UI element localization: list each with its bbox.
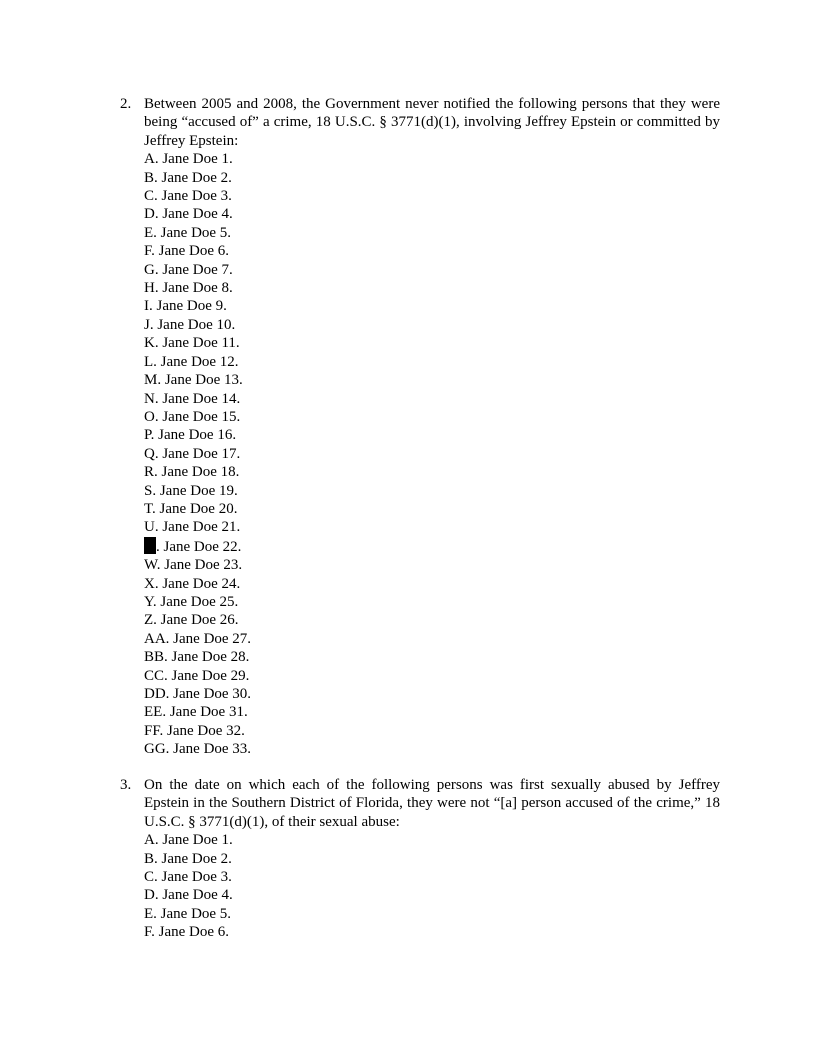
- list-item: EE. Jane Doe 31.: [144, 704, 248, 721]
- list-item: E. Jane Doe 5.: [144, 905, 232, 922]
- jane-doe-list: [144, 150, 720, 758]
- list-item: G. Jane Doe 7.: [144, 261, 233, 278]
- list-item: AA. Jane Doe 27.: [144, 630, 252, 647]
- list-item: N. Jane Doe 14.: [144, 390, 241, 407]
- item-paragraph: Between 2005 and 2008, the Government never notified the following persons that they were being “accused of” a crime, 18 U.S.C. § 3771(d)(1), involving Jeffrey Epstein or committed by Jeffrey Epstein:: [144, 96, 720, 149]
- list-item: D. Jane Doe 4.: [144, 887, 233, 904]
- list-item: A. Jane Doe 1.: [144, 832, 233, 849]
- item-body: [144, 776, 720, 942]
- list-item: D. Jane Doe 4.: [144, 206, 233, 223]
- list-item: K. Jane Doe 11.: [144, 335, 240, 352]
- list-item: Z. Jane Doe 26.: [144, 612, 239, 629]
- list-item: Q. Jane Doe 17.: [144, 445, 241, 462]
- list-item: H. Jane Doe 8.: [144, 280, 233, 297]
- redaction-block: [144, 537, 156, 554]
- list-item: DD. Jane Doe 30.: [144, 686, 252, 702]
- list-item: F. Jane Doe 6.: [144, 924, 230, 941]
- list-item: W. Jane Doe 23.: [144, 557, 243, 574]
- item-paragraph: On the date on which each of the following persons was first sexually abused by Jeffrey Epstein in the Southern District of Florida, they were not “[a] person accused of the crime,” 18 U.S.C. § 3771(d)(1), of their sexual abuse:: [144, 777, 720, 830]
- list-item: U. Jane Doe 21.: [144, 519, 241, 536]
- list-item: Y. Jane Doe 25.: [144, 593, 239, 610]
- item-body: [144, 95, 720, 759]
- list-item-redacted: [144, 537, 720, 556]
- list-item: BB. Jane Doe 28.: [144, 649, 250, 666]
- numbered-item-2: [120, 95, 720, 759]
- list-item: B. Jane Doe 2.: [144, 850, 232, 867]
- list-item: R. Jane Doe 18.: [144, 464, 240, 481]
- list-item: S. Jane Doe 19.: [144, 482, 238, 499]
- list-item: C. Jane Doe 3.: [144, 188, 232, 205]
- list-item: O. Jane Doe 15.: [144, 408, 241, 425]
- item-number: 2.: [120, 96, 132, 112]
- list-item-text: . Jane Doe 22.: [156, 538, 242, 555]
- numbered-item-3: [120, 776, 720, 942]
- list-item: F. Jane Doe 6.: [144, 243, 230, 260]
- list-item: C. Jane Doe 3.: [144, 869, 232, 886]
- list-item: FF. Jane Doe 32.: [144, 722, 245, 739]
- list-item: M. Jane Doe 13.: [144, 372, 243, 389]
- list-item: J. Jane Doe 10.: [144, 316, 236, 333]
- list-item: E. Jane Doe 5.: [144, 224, 232, 241]
- list-item: L. Jane Doe 12.: [144, 353, 239, 370]
- list-item: GG. Jane Doe 33.: [144, 741, 252, 758]
- list-item: I. Jane Doe 9.: [144, 298, 227, 315]
- list-item: P. Jane Doe 16.: [144, 427, 237, 444]
- list-item: A. Jane Doe 1.: [144, 151, 233, 168]
- list-item: X. Jane Doe 24.: [144, 575, 241, 592]
- list-item: CC. Jane Doe 29.: [144, 667, 250, 684]
- item-number: 3.: [120, 777, 132, 793]
- list-item: B. Jane Doe 2.: [144, 169, 232, 186]
- jane-doe-list: [144, 831, 720, 941]
- list-item: T. Jane Doe 20.: [144, 500, 238, 517]
